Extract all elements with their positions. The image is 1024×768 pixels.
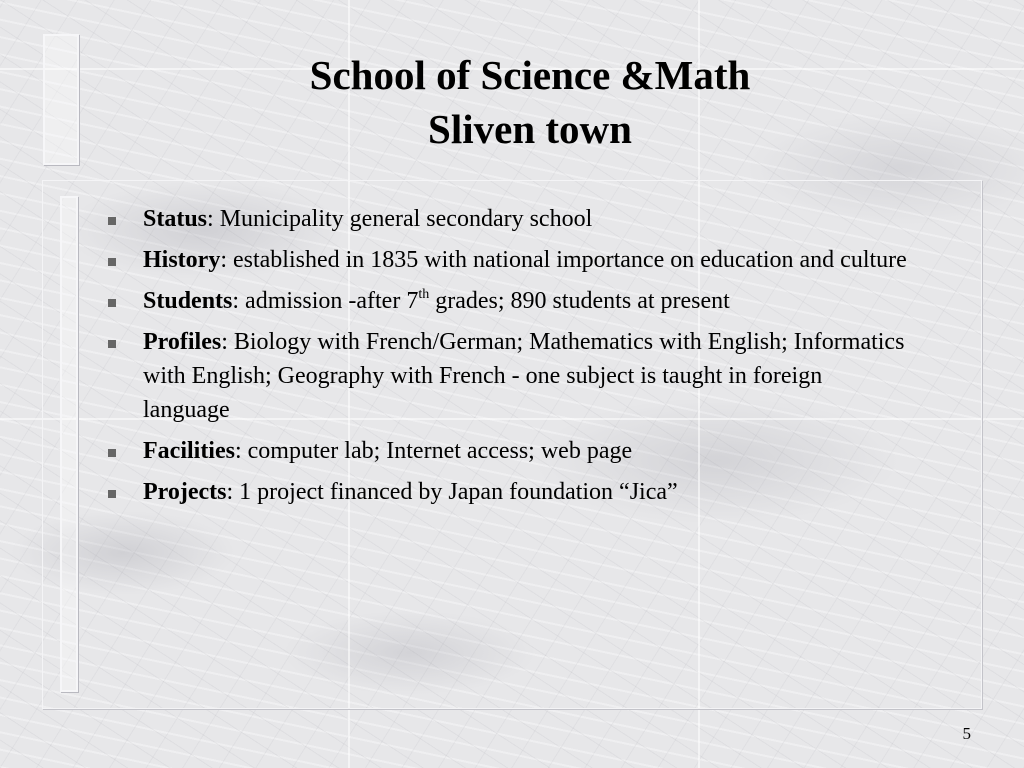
bullet-text-after: grades; 890 students at present	[429, 288, 730, 314]
square-bullet-icon	[108, 217, 116, 225]
title-line-1: School of Science &Math	[309, 52, 751, 98]
slide-title	[90, 48, 970, 156]
bullet-text: : 1 project financed by Japan foundation “Jica”	[226, 479, 678, 505]
bullet-item-facilities	[108, 434, 908, 468]
bullet-superscript: th	[418, 287, 430, 302]
bullet-item-status	[108, 202, 908, 236]
square-bullet-icon	[108, 340, 116, 348]
bullet-text: : admission -after 7	[232, 288, 419, 314]
bullet-item-profiles	[108, 325, 908, 427]
bullet-text: : Biology with French/German; Mathematics with English; Informatics with English; Geography with French - one subject is taught in foreign language	[143, 329, 905, 423]
title-line-2: Sliven town	[428, 106, 632, 152]
square-bullet-icon	[108, 258, 116, 266]
bullet-label: Status	[143, 206, 208, 232]
bullet-label: Projects	[143, 479, 227, 505]
bullet-item-projects	[108, 475, 908, 509]
square-bullet-icon	[108, 299, 116, 307]
bullet-text: : Municipality general secondary school	[207, 206, 593, 232]
body-decoration-bar	[60, 196, 78, 692]
page-number: 5	[962, 724, 971, 743]
bullet-text: : computer lab; Internet access; web page	[234, 438, 633, 464]
bullet-text: : established in 1835 with national importance on education and culture	[220, 247, 907, 273]
square-bullet-icon	[108, 490, 116, 498]
bullet-label: Students	[143, 288, 233, 314]
bullet-item-history	[108, 243, 908, 277]
bullet-label: History	[143, 247, 221, 273]
bullet-item-students	[108, 284, 908, 318]
square-bullet-icon	[108, 449, 116, 457]
bullet-label: Facilities	[143, 438, 235, 464]
bullet-label: Profiles	[143, 329, 222, 355]
title-decoration-bar	[43, 34, 79, 165]
bullet-list	[108, 202, 908, 516]
